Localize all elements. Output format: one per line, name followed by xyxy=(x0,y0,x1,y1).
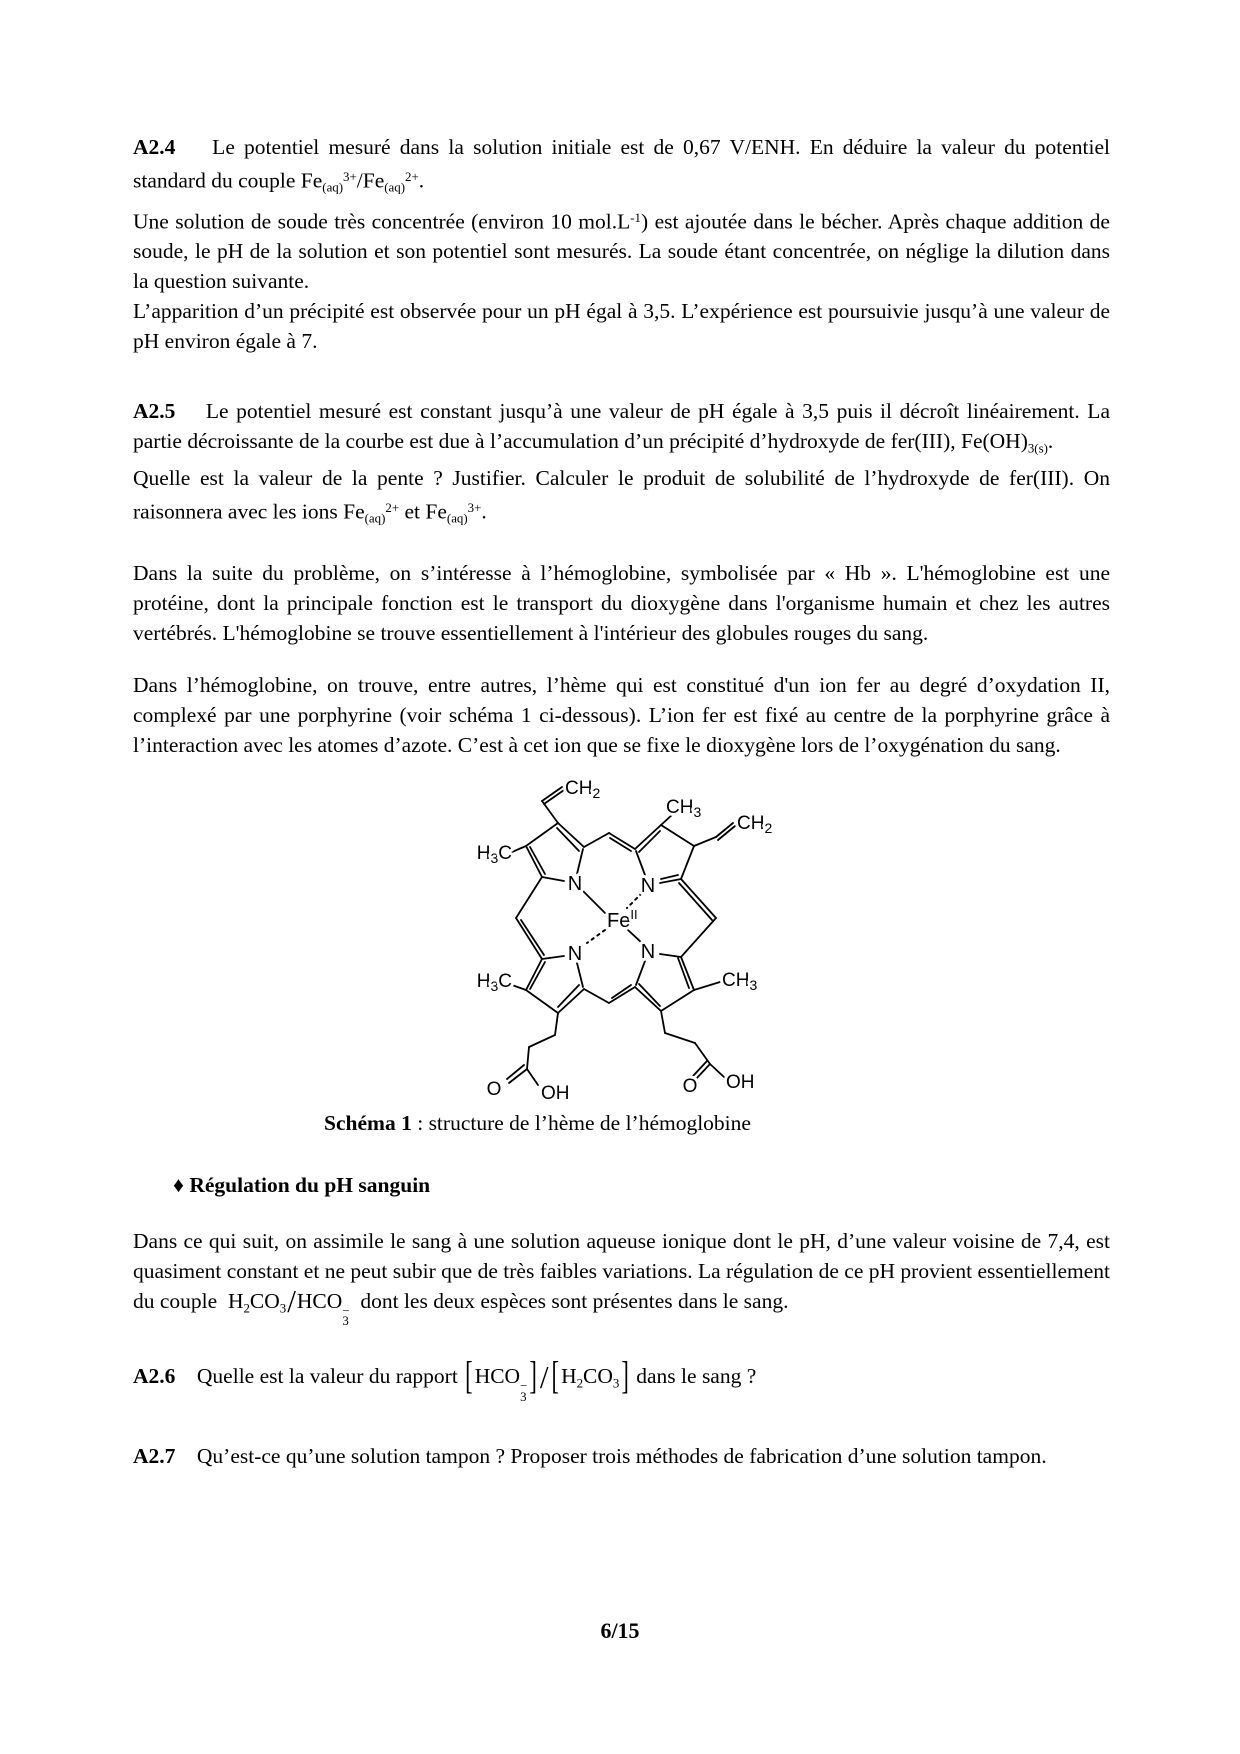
text-run: CO xyxy=(583,1364,613,1389)
text-run: Dans la suite du problème, on s’intéresse à l’hémoglobine, symbolisée par « Hb ». L'hémoglobine est une protéine, dont la principale fonction est le transport du dioxygène dans l'organisme humain et chez les autres vertébrés. L'hémoglobine se trouve essentiellement à l'intérieur des globules rouges du sang. xyxy=(133,561,1110,646)
question-a24-soude xyxy=(133,203,1110,296)
nitrogen-top-right-label: N xyxy=(640,875,656,898)
text-run: . xyxy=(418,168,425,193)
question-a26 xyxy=(133,1353,1110,1404)
text-run: H xyxy=(561,1364,577,1389)
text-run: A2.6 xyxy=(133,1364,176,1389)
text-run: L’apparition d’un précipité est observée pour un pH égal à 3,5. L’expérience est poursuivie jusqu’à une valeur de pH environ égale à 7. xyxy=(133,299,1110,354)
methyl-ch3-bottom-right-label: $CH_3$ xyxy=(722,970,758,994)
carboxyl-o-left-label: O xyxy=(486,1079,502,1101)
text-run: HCO xyxy=(474,1364,521,1389)
text-run: Le potentiel mesuré dans la solution initiale est de 0,67 V/ENH. En déduire la valeur du potentiel standard du couple Fe xyxy=(133,135,1110,193)
text-run: 3+ xyxy=(467,501,482,516)
question-a25-pente xyxy=(133,463,1110,534)
nitrogen-bottom-left-label: N xyxy=(567,943,583,966)
question-a24-precipite xyxy=(133,296,1110,356)
methyl-h3c-bottom-left-label: $H_3C$ xyxy=(476,971,512,995)
nitrogen-bottom-right-label: N xyxy=(640,941,656,964)
text-run: : structure de l’hème de l’hémoglobine xyxy=(411,1111,751,1136)
text-run: Quelle est la valeur du rapport xyxy=(175,1364,464,1389)
text-run: . xyxy=(481,499,487,524)
text-run: dont les deux espèces sont présentes dans le sang. xyxy=(349,1289,789,1314)
heme-structure-diagram-block xyxy=(133,776,1110,1108)
question-a24-intro xyxy=(133,132,1110,203)
text-run: 3 xyxy=(279,1301,287,1316)
carboxyl-oh-left-label: OH xyxy=(541,1083,570,1105)
methyl-h3c-top-left-label: $H_3C$ xyxy=(476,843,512,867)
text-run: 2 xyxy=(576,1376,584,1391)
text-run: H xyxy=(227,1289,244,1314)
text-run: 3(s) xyxy=(1027,441,1048,456)
text-run: 2+ xyxy=(385,501,400,516)
para-hemoglobine-intro xyxy=(133,558,1110,648)
text-run: et Fe xyxy=(399,499,447,524)
text-run: dans le sang ? xyxy=(630,1364,757,1389)
text-run: A2.4 xyxy=(133,135,176,159)
text-run: [ xyxy=(551,1353,560,1398)
heading-regulation-ph xyxy=(173,1170,1110,1200)
question-a27 xyxy=(133,1441,1110,1471)
text-run: Une solution de soude très concentrée (environ 10 mol.L xyxy=(133,209,631,234)
heme-structure-diagram xyxy=(454,776,774,1106)
text-run: CO xyxy=(249,1289,280,1314)
text-run: (aq) xyxy=(364,512,386,527)
text-run: 2 xyxy=(243,1301,250,1316)
text-run: -1 xyxy=(630,210,641,225)
methyl-ch3-top-right-label: $CH_3$ xyxy=(666,797,702,821)
iron-fe-label: $Fe^{II}$ xyxy=(607,907,638,933)
text-run: − 3 xyxy=(520,1378,528,1404)
text-run: Qu’est-ce qu’une solution tampon ? Proposer trois méthodes de fabrication d’une solution tampon. xyxy=(175,1443,1047,1468)
text-run: [ xyxy=(465,1353,473,1398)
text-run: A2.5 xyxy=(133,399,176,424)
text-run: (aq) xyxy=(384,180,406,195)
vinyl-ch2-right-label: $CH_2$ xyxy=(737,813,773,837)
text-run: − 3 xyxy=(342,1303,350,1329)
para-regulation-sang xyxy=(133,1226,1110,1327)
text-run: 3 xyxy=(612,1376,620,1391)
page-number: 6/15 xyxy=(600,1618,640,1643)
text-run: 2+ xyxy=(405,170,419,184)
text-run: ♦ Régulation du pH sanguin xyxy=(173,1173,431,1198)
text-run: ] xyxy=(529,1353,537,1398)
text-run: (aq) xyxy=(322,180,344,195)
text-run: ) est ajoutée dans le bécher. Après chaque addition de soude, le pH de la solution et son potentiel sont mesurés. La soude étant concentrée, on néglige la dilution dans la question suivante. xyxy=(133,209,1110,294)
question-a25-intro xyxy=(133,396,1110,463)
text-run: A2.7 xyxy=(133,1443,176,1468)
schema-caption xyxy=(133,1108,942,1138)
text-run: Schéma 1 xyxy=(324,1111,412,1136)
para-heme-description xyxy=(133,670,1110,760)
text-run: / xyxy=(539,1359,549,1395)
text-run: Le potentiel mesuré est constant jusqu’à une valeur de pH égale à 3,5 puis il décroît linéairement. La partie décroissante de la courbe est due à l’accumulation d’un précipité d’hydroxyde de fer(III), Fe(OH) xyxy=(133,399,1110,454)
text-run: Quelle est la valeur de la pente ? Justifier. Calculer le produit de solubilité de l’hydroxyde de fer(III). On raisonnera avec les ions Fe xyxy=(133,466,1110,524)
text-run: 3+ xyxy=(343,170,357,184)
vinyl-ch2-label: $CH_2$ xyxy=(565,778,601,802)
text-content xyxy=(133,132,1110,1471)
text-run: /Fe xyxy=(356,168,385,193)
carboxyl-o-right-label: O xyxy=(682,1076,698,1098)
text-run: / xyxy=(287,1284,296,1320)
text-run: Dans l’hémoglobine, on trouve, entre autres, l’hème qui est constitué d'un ion fer au degré d’oxydation II, complexé par une porphyrine (voir schéma 1 ci-dessous). L’ion fer est fixé au centre de la porphyrine grâce à l’interaction avec les atomes d’azote. C’est à cet ion que se fixe le dioxygène lors de l’oxygénation du sang. xyxy=(133,673,1110,758)
nitrogen-top-left-label: N xyxy=(567,873,583,896)
carboxyl-oh-right-label: OH xyxy=(726,1072,755,1094)
text-run: ] xyxy=(621,1353,629,1398)
text-run: Dans ce qui suit, on assimile le sang à une solution aqueuse ionique dont le pH, d’une valeur voisine de 7,4, est quasiment constant et ne peut subir que de très faibles variations. La régulation de ce pH provient essentiellement du couple xyxy=(133,1229,1110,1314)
text-run: . xyxy=(1047,429,1054,454)
text-run: HCO xyxy=(296,1289,343,1314)
text-run: (aq) xyxy=(446,512,468,527)
